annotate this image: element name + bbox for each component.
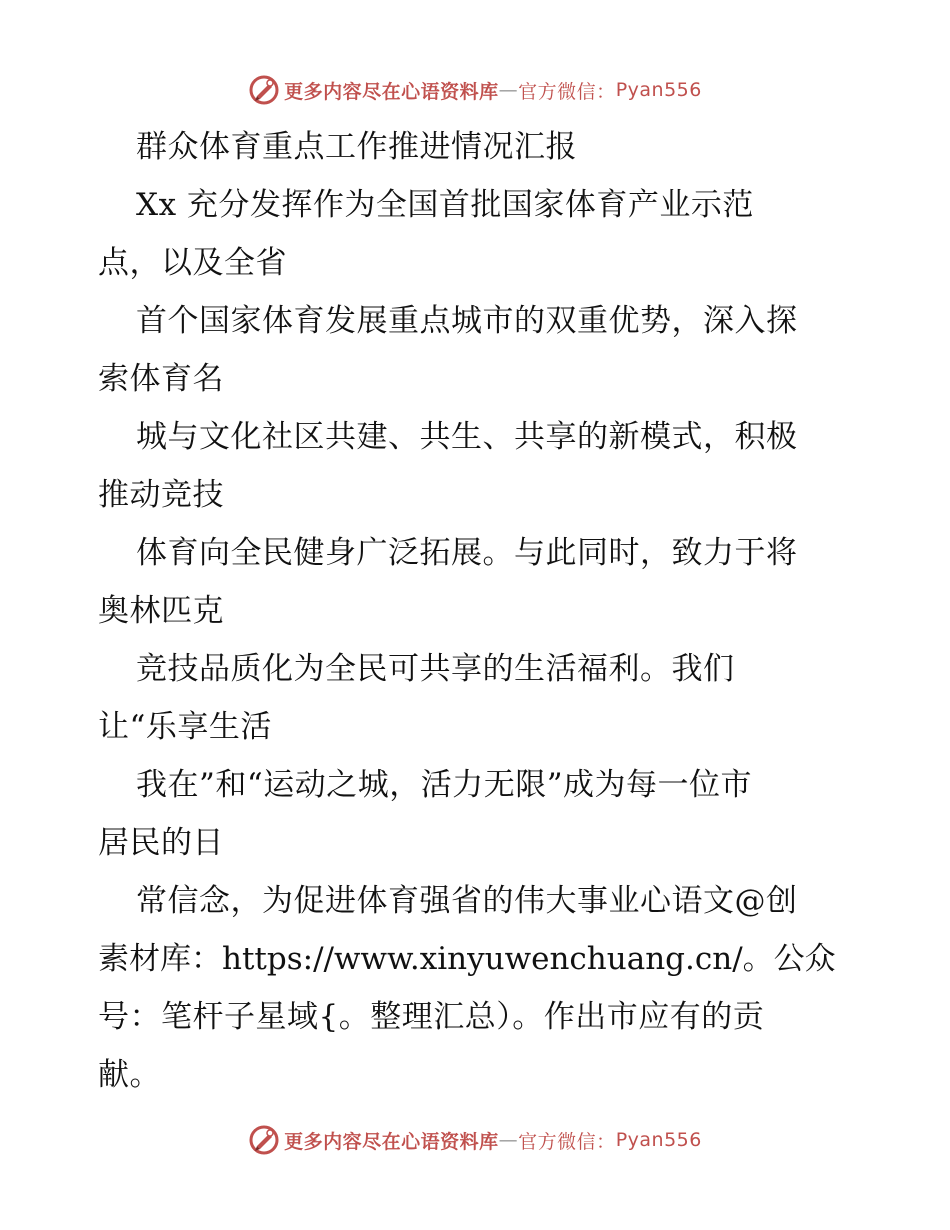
pen-logo-icon [248, 1124, 280, 1156]
paragraph-line: 索体育名 [98, 361, 224, 397]
paragraph-line: 竞技品质化为全民可共享的生活福利。我们 [136, 651, 735, 687]
paragraph-line: Xx 充分发挥作为全国首批国家体育产业示范 [136, 187, 754, 223]
paragraph-line: 我在”和“运动之城，活力无限”成为每一位市 [136, 767, 753, 803]
document-title: 群众体育重点工作推进情况汇报 [136, 129, 577, 165]
paragraph-line: 点，以及全省 [98, 245, 287, 281]
paragraph-line: 素材库：https://www.xinyuwenchuang.cn/。公众 [98, 941, 836, 977]
paragraph-line: 城与文化社区共建、共生、共享的新模式，积极 [136, 419, 798, 455]
paragraph-line: 首个国家体育发展重点城市的双重优势，深入探 [136, 303, 798, 339]
banner-text [284, 1127, 702, 1154]
banner-main-text: 更多内容尽在心语资料库 [284, 80, 499, 103]
banner-wechat-id: Pyan556 [615, 1129, 702, 1151]
banner-text [284, 77, 702, 104]
paragraph-line: 号：笔杆子星域{。整理汇总）。作出市应有的贡 [98, 999, 765, 1035]
paragraph-line: 常信念，为促进体育强省的伟大事业心语文@创 [136, 883, 798, 919]
banner-wechat-id: Pyan556 [615, 79, 702, 101]
paragraph-line: 推动竞技 [98, 477, 224, 513]
paragraph-line: 奥林匹克 [98, 593, 224, 629]
banner-official-label: 官方微信： [518, 80, 616, 103]
banner-official-label: 官方微信： [518, 1130, 616, 1153]
header-banner [0, 70, 950, 110]
footer-banner [0, 1120, 950, 1160]
paragraph-line: 让“乐享生活 [98, 709, 272, 745]
banner-main-text: 更多内容尽在心语资料库 [284, 1130, 499, 1153]
banner-dash: — [498, 1129, 519, 1151]
pen-logo-icon [248, 74, 280, 106]
paragraph-line: 体育向全民健身广泛拓展。与此同时，致力于将 [136, 535, 798, 571]
paragraph-line: 献。 [98, 1057, 161, 1093]
document-body [98, 118, 858, 1104]
paragraph-line: 居民的日 [98, 825, 224, 861]
banner-dash: — [498, 79, 519, 101]
